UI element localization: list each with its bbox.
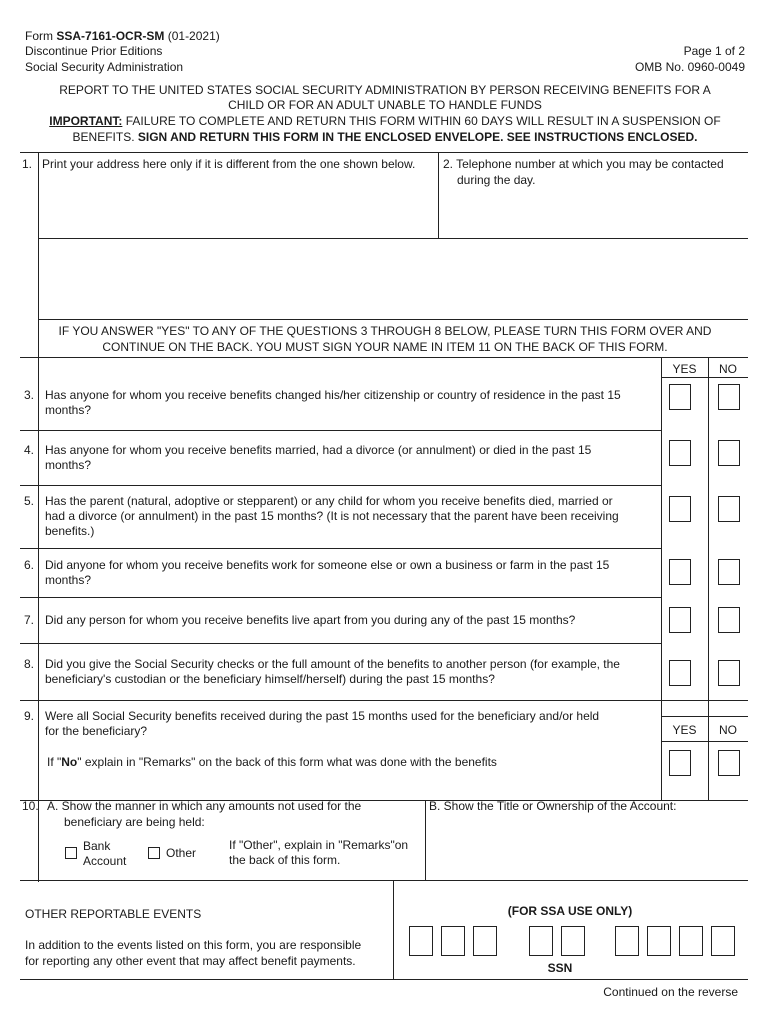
- q7-yes-checkbox[interactable]: [669, 607, 691, 633]
- q4-no-checkbox[interactable]: [718, 440, 740, 466]
- item1-label: Print your address here only if it is different from the one shown below.: [42, 157, 416, 171]
- address-input[interactable]: [40, 174, 435, 236]
- discontinue-note: Discontinue Prior Editions: [25, 44, 163, 58]
- q5-yes-checkbox[interactable]: [669, 496, 691, 522]
- q8-line-1: Did you give the Social Security checks or the full amount of the benefits to another person (for example, the: [45, 657, 620, 671]
- other-label: Other: [166, 846, 197, 860]
- q7-number: 7.: [24, 613, 35, 627]
- q9-line-1: Were all Social Security benefits received during the past 15 months used for the beneficiary and/or held: [45, 709, 600, 723]
- ssn-digit-8[interactable]: [679, 926, 703, 956]
- address-continuation-input[interactable]: [40, 241, 745, 317]
- q5-line-2: had a divorce (or annulment) in the past 15 months? (It is not necessary that the parent have been receiving: [45, 509, 619, 523]
- rule-q3: [20, 430, 662, 431]
- rule-top: [20, 152, 748, 153]
- ssa-use-title: (FOR SSA USE ONLY): [507, 904, 633, 918]
- rule-yesno-header: [661, 377, 748, 378]
- ssn-digit-1[interactable]: [409, 926, 433, 956]
- q7-text: Did any person for whom you receive benefits live apart from you during any of the past 15 months?: [45, 613, 576, 627]
- title-line-1: REPORT TO THE UNITED STATES SOCIAL SECURITY ADMINISTRATION BY PERSON RECEIVING BENEFITS FOR A: [59, 83, 711, 97]
- q6-text: [45, 558, 657, 588]
- q6-line-2: months?: [45, 573, 92, 587]
- other-note-line-1: If "Other", explain in "Remarks"on: [229, 838, 409, 852]
- item1-number: 1.: [22, 157, 33, 171]
- q9-note-suffix: " explain in "Remarks" on the back of this form what was done with the benefits: [77, 755, 497, 769]
- q3-no-checkbox[interactable]: [718, 384, 740, 410]
- ssn-digit-3[interactable]: [473, 926, 497, 956]
- other-checkbox[interactable]: [148, 847, 160, 859]
- yes-header: YES: [672, 362, 697, 376]
- important-label: IMPORTANT:: [49, 114, 123, 128]
- q9-no-checkbox[interactable]: [718, 750, 740, 776]
- rule-q9-yesno-bottom: [661, 741, 748, 742]
- q6-no-checkbox[interactable]: [718, 559, 740, 585]
- item10-ab-divider: [425, 800, 426, 881]
- other-note: [229, 838, 408, 868]
- sign-return-line: [20, 130, 750, 145]
- form-number: SSA-7161-OCR-SM: [56, 29, 165, 43]
- q4-line-2: months?: [45, 458, 92, 472]
- other-events-line-2: for reporting any other event that may affect benefit payments.: [25, 954, 356, 968]
- item10a-line-2: beneficiary are being held:: [64, 815, 205, 829]
- ssn-digit-2[interactable]: [441, 926, 465, 956]
- rule-bottom: [20, 979, 748, 980]
- rule-q4: [20, 485, 662, 486]
- q9-no-header: NO: [719, 723, 737, 737]
- sign-return-bold: SIGN AND RETURN THIS FORM IN THE ENCLOSED ENVELOPE. SEE INSTRUCTIONS ENCLOSED.: [137, 130, 698, 144]
- rule-address-mid: [38, 238, 748, 239]
- title-line-2: CHILD OR FOR AN ADULT UNABLE TO HANDLE FUNDS: [228, 98, 542, 112]
- item2-label-2: during the day.: [457, 173, 536, 187]
- bank-label-line-2: Account: [83, 854, 127, 868]
- important-text: FAILURE TO COMPLETE AND RETURN THIS FORM WITHIN 60 DAYS WILL RESULT IN A SUSPENSION OF: [125, 114, 721, 128]
- q4-line-1: Has anyone for whom you receive benefits married, had a divorce (or annulment) or died in the past 15: [45, 443, 592, 457]
- form-id-line: [25, 29, 220, 44]
- instructions-line-1: IF YOU ANSWER "YES" TO ANY OF THE QUESTIONS 3 THROUGH 8 BELOW, PLEASE TURN THIS FORM OVER AND: [58, 324, 712, 338]
- q9-note-no: No: [61, 755, 78, 769]
- item10b-label: B. Show the Title or Ownership of the Account:: [429, 799, 677, 813]
- rule-q5: [20, 548, 662, 549]
- q5-number: 5.: [24, 494, 35, 508]
- q4-text: [45, 443, 657, 473]
- page-number: Page 1 of 2: [683, 44, 745, 58]
- rule-item10: [20, 880, 748, 881]
- rule-q7: [20, 643, 662, 644]
- q6-yes-checkbox[interactable]: [669, 559, 691, 585]
- rule-questions-top: [20, 357, 748, 358]
- q3-number: 3.: [24, 388, 35, 402]
- q9-line-2: for the beneficiary?: [45, 724, 148, 738]
- q4-number: 4.: [24, 443, 35, 457]
- q8-no-checkbox[interactable]: [718, 660, 740, 686]
- q3-line-2: months?: [45, 403, 92, 417]
- q5-no-checkbox[interactable]: [718, 496, 740, 522]
- instructions-line-2: CONTINUE ON THE BACK. YOU MUST SIGN YOUR NAME IN ITEM 11 ON THE BACK OF THIS FORM.: [102, 340, 668, 354]
- q3-text: [45, 388, 657, 418]
- ssn-digit-5[interactable]: [561, 926, 585, 956]
- ssn-digit-4[interactable]: [529, 926, 553, 956]
- other-note-line-2: the back of this form.: [229, 853, 341, 867]
- bank-account-checkbox[interactable]: [65, 847, 77, 859]
- q5-line-3: benefits.): [45, 524, 95, 538]
- q9-number: 9.: [24, 709, 35, 723]
- rule-q8: [20, 700, 748, 701]
- q9-yes-header: YES: [672, 723, 697, 737]
- ssn-digit-6[interactable]: [615, 926, 639, 956]
- other-events-title: OTHER REPORTABLE EVENTS: [25, 907, 202, 921]
- ssn-label: SSN: [547, 961, 573, 975]
- continued-note: Continued on the reverse: [603, 985, 738, 999]
- important-line: [20, 114, 750, 129]
- no-header: NO: [719, 362, 737, 376]
- q9-note-prefix: If ": [47, 755, 62, 769]
- q9-note: [47, 755, 497, 770]
- q9-text: [45, 709, 657, 739]
- omb-number: OMB No. 0960-0049: [634, 60, 745, 74]
- rule-address-bottom: [38, 319, 748, 320]
- form-prefix: Form: [25, 29, 53, 43]
- item2-label-1: 2. Telephone number at which you may be contacted: [443, 157, 724, 171]
- agency-name: Social Security Administration: [25, 60, 184, 74]
- q7-no-checkbox[interactable]: [718, 607, 740, 633]
- q5-text: [45, 494, 657, 539]
- q8-text: [45, 657, 657, 687]
- number-column-rule: [38, 152, 39, 882]
- bank-label-line-1: Bank: [83, 839, 111, 853]
- form-date: (01-2021): [167, 29, 220, 43]
- q6-number: 6.: [24, 558, 35, 572]
- q4-yes-checkbox[interactable]: [669, 440, 691, 466]
- phone-input[interactable]: [442, 190, 742, 236]
- rule-q9-yesno-top: [661, 716, 748, 717]
- q8-yes-checkbox[interactable]: [669, 660, 691, 686]
- q8-number: 8.: [24, 657, 35, 671]
- q3-yes-checkbox[interactable]: [669, 384, 691, 410]
- q5-line-1: Has the parent (natural, adoptive or stepparent) or any child for whom you receive benefits died, married or: [45, 494, 613, 508]
- other-events-line-1: In addition to the events listed on this form, you are responsible: [25, 938, 362, 952]
- rule-q6: [20, 597, 662, 598]
- events-ssa-divider: [393, 880, 394, 980]
- bank-account-label: [83, 839, 126, 869]
- item10a-line-1: A. Show the manner in which any amounts not used for the: [47, 799, 362, 813]
- q8-line-2: beneficiary's custodian or the beneficiary himself/herself) during the past 15 months?: [45, 672, 495, 686]
- q9-yes-checkbox[interactable]: [669, 750, 691, 776]
- account-title-input[interactable]: [430, 816, 745, 878]
- q6-line-1: Did anyone for whom you receive benefits work for someone else or own a business or farm in the past 15: [45, 558, 610, 572]
- item1-item2-divider: [438, 152, 439, 238]
- sign-return-plain: BENEFITS.: [72, 130, 135, 144]
- q3-line-1: Has anyone for whom you receive benefits changed his/her citizenship or country of residence in the past 15: [45, 388, 621, 402]
- item10-number: 10.: [22, 799, 39, 813]
- ssn-digit-9[interactable]: [711, 926, 735, 956]
- ssn-digit-7[interactable]: [647, 926, 671, 956]
